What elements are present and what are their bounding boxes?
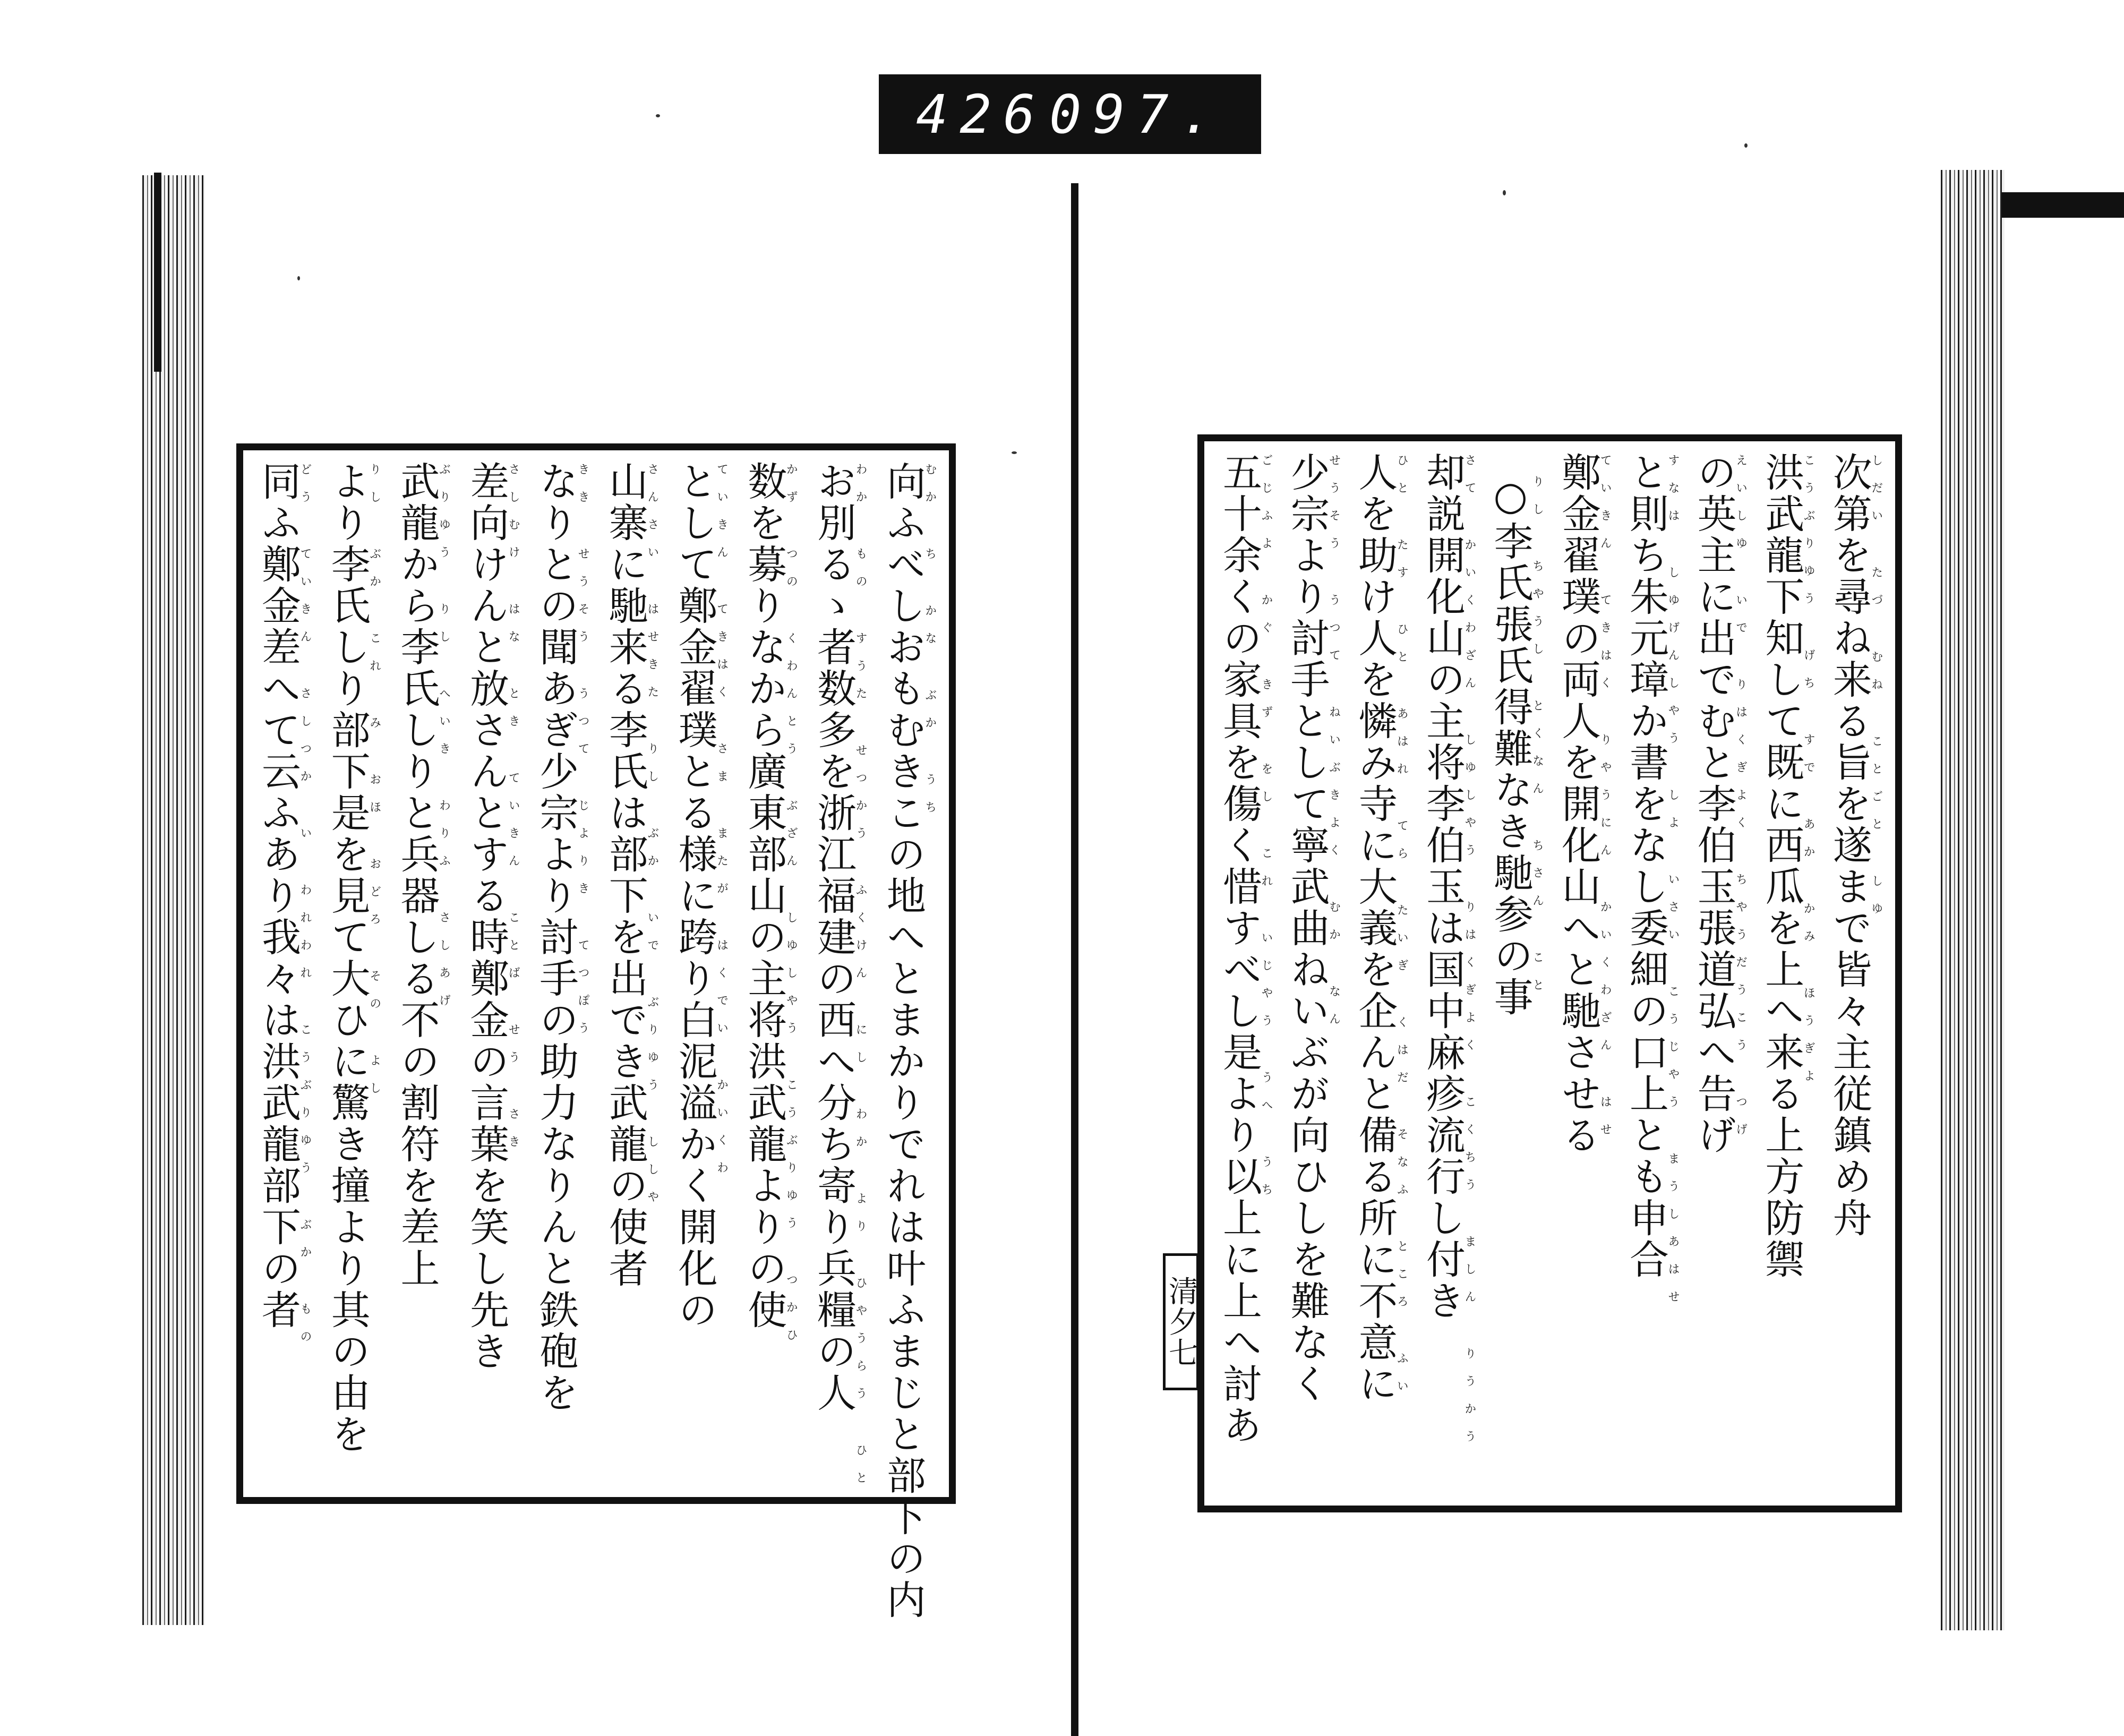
text-column	[1759, 452, 1815, 1495]
furigana: ごじふよ かぐ きず をし これ いじやう うへ うち	[1260, 454, 1273, 1211]
furigana: りし ぶか これ み おほ おどろ その よし	[367, 463, 381, 1109]
text-column	[464, 461, 520, 1486]
furigana: ひと たす ひと あはれ てら たいぎ くはだ そなふ ところ ふい	[1395, 454, 1409, 1407]
right-page-text-frame	[1197, 434, 1902, 1512]
furigana: ていきん てきはく りやうにん かいくわざん はせ	[1598, 454, 1612, 1151]
text-column	[394, 461, 451, 1486]
column-text: 数を募りなから廣東部山の主将洪武龍よりの使	[741, 461, 787, 1331]
column-text: と則ち朱元璋か書をなし委細の口上とも申合	[1623, 452, 1669, 1280]
furigana: むか ち かな ぶか うち	[923, 463, 937, 828]
speck	[1503, 190, 1506, 195]
text-column	[811, 461, 868, 1499]
text-column	[1284, 452, 1341, 1495]
furigana: わか もの すうた せつかう ふくけん にし わか より ひやうらう ひと	[854, 463, 868, 1499]
text-column	[1352, 452, 1409, 1495]
column-text: 次第を尋ね来る旨を遂まで皆々主従鎮め舟	[1826, 452, 1872, 1239]
text-column	[880, 461, 937, 1621]
text-column	[324, 461, 381, 1486]
text-column	[672, 461, 729, 1486]
text-column	[1826, 452, 1883, 1495]
furigana: えいしゆ いで りはくぎよく ちやうだうこう つげ	[1734, 454, 1748, 1151]
furigana: ていきん てきはく さま またが はくでい かいくわ	[715, 463, 729, 1189]
right-bookmark-ribbon	[2002, 192, 2124, 218]
column-text: 山寨に馳来る李氏は部下を出でき武龍の使者	[602, 461, 648, 1289]
furigana: しだい たづ むね ことごと しゆ	[1869, 454, 1883, 930]
column-text: 鄭金翟璞の両人を開化山へと馳させる	[1555, 452, 1601, 1156]
page-marker-tab: 清夕七	[1163, 1253, 1199, 1390]
column-text: 五十余くの家具を傷く惜すべし是より以上に上へ討あ	[1217, 452, 1262, 1446]
section-heading-column	[1487, 452, 1544, 1495]
furigana: せうそう うつて ねいぶきよく むか なん	[1327, 454, 1341, 1040]
left-binding-line	[154, 173, 161, 372]
furigana: きき せうそう うつて じよりき てつぽう	[576, 463, 590, 1049]
speck	[1744, 143, 1748, 148]
speck	[1012, 451, 1017, 454]
column-text: お別るゝ者数多を浙江福建の西へ分ち寄り兵糧の人	[811, 461, 857, 1414]
right-page-columns	[1217, 452, 1883, 1495]
left-page-text-frame	[236, 443, 956, 1621]
right-page-edge	[1941, 170, 2005, 1630]
furigana: どう ていきん さしつか い われわれ こうぶりゆう ぶか もの	[298, 463, 312, 1358]
column-text: より李氏しり部下是を見て大ひに驚き撞より其の由を	[324, 461, 371, 1455]
column-text: として鄭金翟璞とる様に跨り白泥溢かく開化の	[672, 461, 718, 1331]
column-text: 武龍から李氏しりと兵器しる不の割符を差上	[394, 461, 440, 1289]
book-spine	[1071, 183, 1078, 1736]
column-text: 却説開化山の主将李伯玉は国中麻疹流行し付き	[1419, 452, 1466, 1322]
column-text: 向ふべしおもむきこの地へとまかりでれは叶ふまじと部下の内	[880, 461, 926, 1621]
text-column	[741, 461, 798, 1486]
text-column	[1419, 452, 1476, 1495]
reel-number: 426	[916, 83, 1047, 146]
column-text: 同ふ鄭金差へて云ふあり我々は洪武龍部下の者	[255, 461, 301, 1331]
text-column	[255, 461, 312, 1486]
column-text: 差向けんと放さんとする時鄭金の言葉を笑し先き	[464, 461, 510, 1372]
text-column	[1623, 452, 1680, 1495]
furigana: ぶりゆう りし へいき わりふ さしあげ	[437, 463, 451, 1022]
text-column	[533, 461, 590, 1486]
text-column	[1217, 452, 1273, 1495]
column-text: 洪武龍下知して既に西瓜を上へ来る上方防禦	[1759, 452, 1805, 1280]
speck	[656, 114, 660, 117]
furigana: こうぶりゆう げち すで あか かみ ほうぎよ	[1802, 454, 1815, 1097]
column-text: 人を助け人を憐み寺に大義を企んと備る所に不意に	[1352, 452, 1398, 1405]
furigana: さんさい はせきた りし ぶか いで ぶりゆう ししや	[645, 463, 659, 1218]
furigana: りし ちやうし とくなん ちさん こと	[1530, 475, 1544, 1006]
text-column	[1691, 452, 1748, 1495]
furigana: かず つの くわんとう ぶざん しゆしやう こうぶりゆう つかひ	[784, 463, 798, 1356]
furigana: さしむけ はな とき ていきん ことば せう さき	[507, 463, 520, 1163]
film-frame-label	[879, 74, 1261, 154]
column-text: 少宗より討手として寧武曲ねいぶが向ひしを難なく	[1284, 452, 1330, 1405]
section-heading: ○李氏張氏得難なき馳参の事	[1487, 473, 1534, 1018]
frame-number: 097.	[1049, 83, 1224, 146]
text-column	[602, 461, 659, 1486]
speck	[297, 276, 300, 280]
column-text: の英主に出でむと李伯玉張道弘へ告げ	[1691, 452, 1737, 1156]
furigana: さて かいくわざん しゆしやう りはくぎよく こくちう ましん りうかう	[1462, 454, 1476, 1458]
left-page-columns	[255, 461, 937, 1621]
furigana: すなは しゆげんしやう しよ いさい こうじやう まうしあはせ	[1666, 454, 1680, 1318]
text-column	[1555, 452, 1612, 1495]
column-text: なりとの聞あぎ少宗より討手の助力なりんと鉄砲を	[533, 461, 579, 1414]
left-page-edge	[142, 175, 205, 1625]
